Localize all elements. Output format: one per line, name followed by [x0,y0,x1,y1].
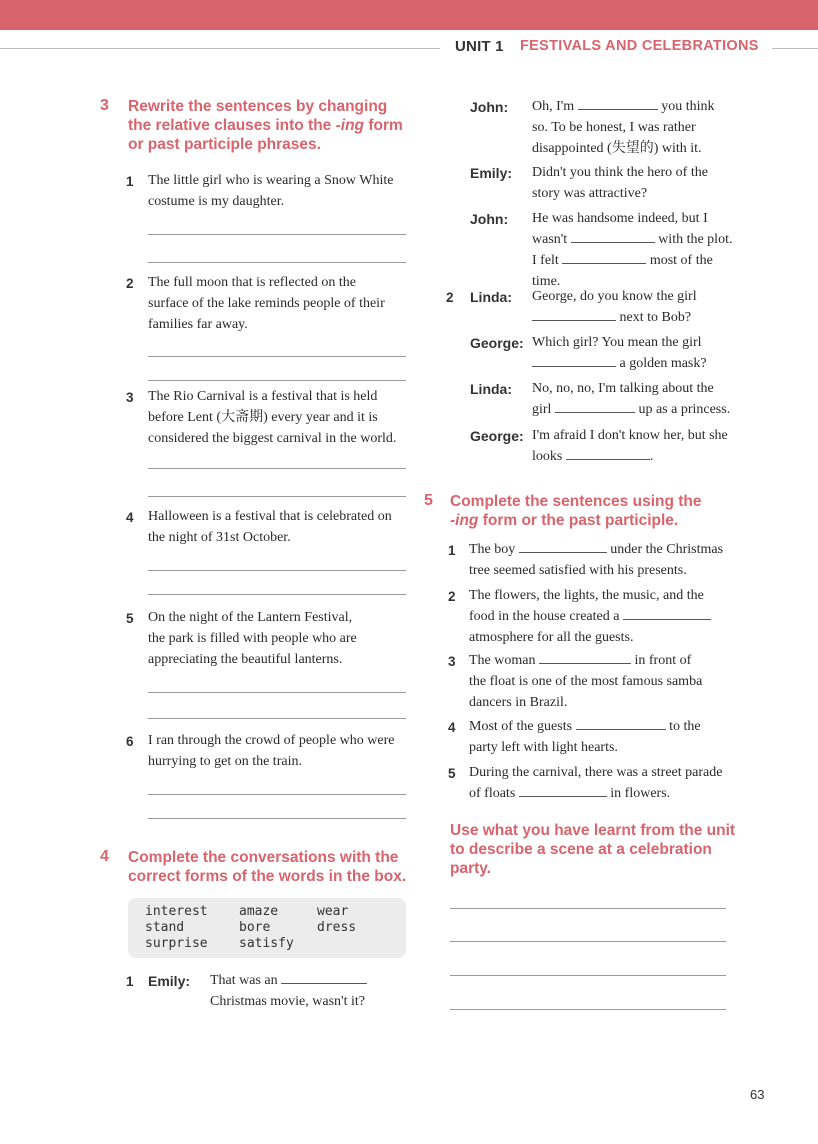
section-4-number: 4 [100,848,109,865]
speaker-john: John: [470,99,509,115]
s5-item-1-number: 1 [448,543,456,558]
s3-item-4-text: Halloween is a festival that is celebrated on the night of 31st October. [148,509,392,545]
s3-item-3-text: The Rio Carnival is a festival that is held before Lent (大斋期) every year and it is considered the biggest carnival in the world. [148,389,397,446]
answer-line[interactable] [148,234,406,235]
section-3-number: 3 [100,97,109,114]
answer-line[interactable] [148,356,406,357]
s5-item-3-text: The woman in front of the float is one of the most famous samba dancers in Brazil. [469,650,744,713]
page-number: 63 [750,1087,765,1102]
writing-line[interactable] [450,975,726,976]
writing-line[interactable] [450,908,726,909]
fill-blank[interactable] [532,307,616,321]
task-instruction: Use what you have learnt from the unit to describe a scene at a celebration party. [450,822,736,877]
answer-line[interactable] [148,468,406,469]
s3-item-2-number: 2 [126,276,134,291]
unit-title: FESTIVALS AND CELEBRATIONS [520,38,759,54]
s3-item-1-number: 1 [126,174,134,189]
answer-line[interactable] [148,380,406,381]
conv-1-line-john: Oh, I'm you think so. To be honest, I was rather disappointed (失望的) with it. [532,96,742,159]
fill-blank[interactable] [555,399,635,413]
s4-conv-1-number: 1 [126,974,134,989]
conv-1-line-emily-2: Didn't you think the hero of the story was attractive? [532,165,708,201]
fill-blank[interactable] [571,229,655,243]
section-4-instruction: Complete the conversations with the correct forms of the words in the box. [128,849,407,885]
word: amaze [239,904,279,919]
conv-2-line-linda: George, do you know the girl next to Bob? [532,289,697,325]
answer-line[interactable] [148,692,406,693]
s5-item-3-number: 3 [448,654,456,669]
section-5-number: 5 [424,492,433,509]
fill-blank[interactable] [532,353,616,367]
answer-line[interactable] [148,718,406,719]
s3-item-4-number: 4 [126,510,134,525]
word: interest [145,904,208,919]
speaker-george: George: [470,335,524,351]
speaker-john: John: [470,211,509,227]
fill-blank[interactable] [539,650,631,664]
fill-blank[interactable] [578,96,658,110]
answer-line[interactable] [148,570,406,571]
s5-item-4-number: 4 [448,720,456,735]
s5-item-5-number: 5 [448,766,456,781]
header-rule-right [772,48,818,49]
speaker-emily: Emily: [470,165,513,181]
conv-2-line-linda-2: No, no, no, I'm talking about the girl up as a princess. [532,381,731,417]
unit-label: UNIT 1 [455,38,504,55]
fill-blank[interactable] [519,783,607,797]
header-rule-left [0,48,440,49]
s3-item-6-number: 6 [126,734,134,749]
fill-blank[interactable] [623,606,711,620]
section-3-instruction: Rewrite the sentences by changing the relative clauses into the -ing form or past participle phrases. [128,98,403,153]
word: wear [317,904,349,919]
speaker-linda: Linda: [470,381,512,397]
s5-item-1-text: The boy under the Christmas tree seemed satisfied with his presents. [469,539,744,581]
s5-item-4-text: Most of the guests to the party left with light hearts. [469,716,744,758]
s3-item-3-number: 3 [126,390,134,405]
word: satisfy [239,936,294,951]
fill-blank[interactable] [566,446,650,460]
word: stand [145,920,185,935]
writing-line[interactable] [450,941,726,942]
word: dress [317,920,357,935]
word-box [128,898,406,958]
answer-line[interactable] [148,594,406,595]
s5-item-2-number: 2 [448,589,456,604]
section-5-instruction: Complete the sentences using the -ing form or the past participle. [450,493,702,529]
speaker-george: George: [470,428,524,444]
s5-item-2-text: The flowers, the lights, the music, and the food in the house created a atmosphere for all the guests. [469,585,744,648]
fill-blank[interactable] [576,716,666,730]
fill-blank[interactable] [562,250,646,264]
answer-line[interactable] [148,794,406,795]
conv-1-line-john-2: He was handsome indeed, but I wasn't with the plot. I felt most of the time. [532,211,733,289]
top-color-bar [0,0,818,30]
speaker-emily: Emily: [148,973,191,989]
s3-item-1-text: The little girl who is wearing a Snow White costume is my daughter. [148,173,394,209]
s3-item-6-text: I ran through the crowd of people who were hurrying to get on the train. [148,733,395,769]
answer-line[interactable] [148,496,406,497]
conv-2-line-george-2: I'm afraid I don't know her, but she looks . [532,428,728,464]
writing-line[interactable] [450,1009,726,1010]
s3-item-5-text: On the night of the Lantern Festival, the park is filled with people who are appreciating the beautiful lanterns. [148,610,357,667]
s3-item-2-text: The full moon that is reflected on the surface of the lake reminds people of their families far away. [148,275,385,332]
fill-blank[interactable] [519,539,607,553]
s4-conv-2-number: 2 [446,290,454,305]
speaker-linda: Linda: [470,289,512,305]
conv-2-line-george: Which girl? You mean the girl a golden mask? [532,335,707,371]
s3-item-5-number: 5 [126,611,134,626]
word: surprise [145,936,208,951]
fill-blank[interactable] [281,970,367,984]
s5-item-5-text: During the carnival, there was a street parade of floats in flowers. [469,765,723,801]
conv-1-line-emily: That was an Christmas movie, wasn't it? [210,970,410,1012]
word: bore [239,920,271,935]
answer-line[interactable] [148,818,406,819]
answer-line[interactable] [148,262,406,263]
